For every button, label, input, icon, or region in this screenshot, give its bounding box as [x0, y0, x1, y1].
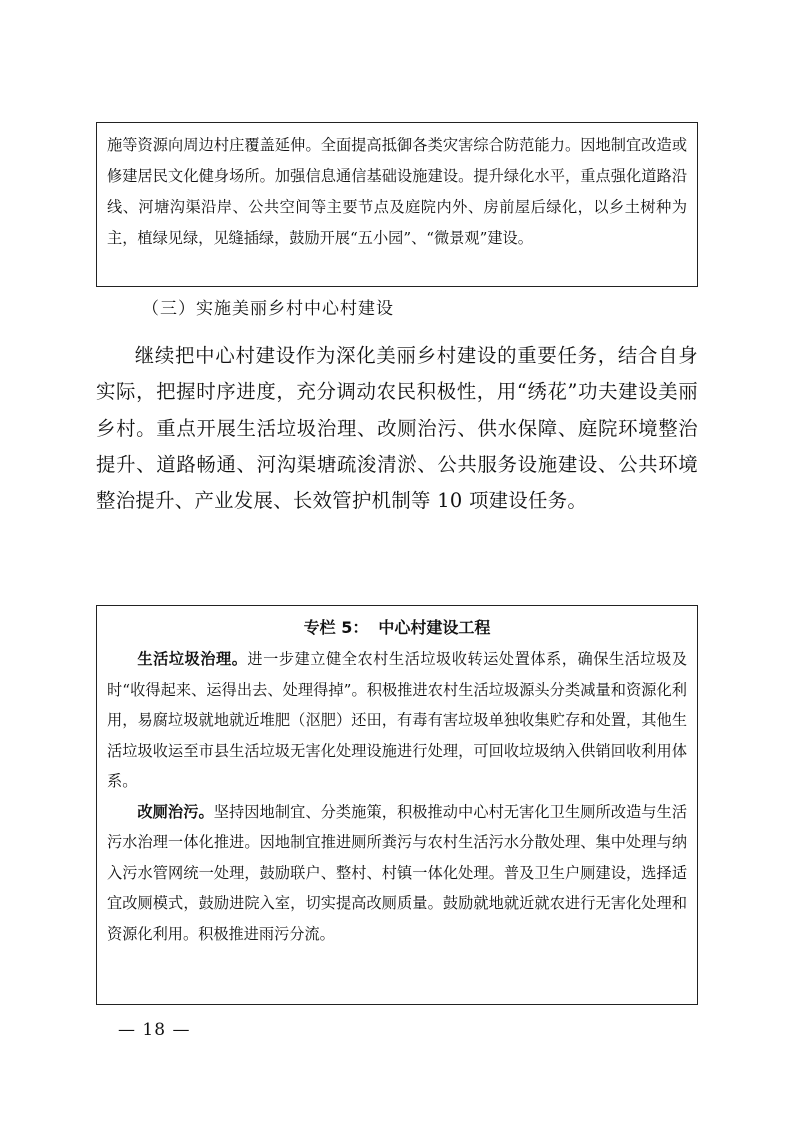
column-box-title	[107, 614, 687, 642]
column-item-text: 坚持因地制宜、分类施策，积极推动中心村无害化卫生厕所改造与生活污水治理一体化推进。因地制宜推进厕所粪污与农村生活污水分散处理、集中处理与纳入污水管网统一处理，鼓励联户、整村、村镇一体化处理。普及卫生户厕建设，选择适宜改厕模式，鼓励进院入室，切实提高改厕质量。鼓励就地就近就农进行无害化处理和资源化利用。积极推进雨污分流。	[107, 802, 688, 943]
continuation-paragraph: 施等资源向周边村庄覆盖延伸。全面提高抵御各类灾害综合防范能力。因地制宜改造或修建居民文化健身场所。加强信息通信基础设施建设。提升绿化水平，重点强化道路沿线、河塘沟渠沿岸、公共空间等主要节点及庭院内外、房前屋后绿化，以乡土树种为主，植绿见绿，见缝插绿，鼓励开展“五小园”、“微景观”建设。	[107, 136, 687, 247]
column-item-text: 进一步建立健全农村生活垃圾收转运处置体系，确保生活垃圾及时“收得起来、运得出去、处理得掉”。积极推进农村生活垃圾源头分类减量和资源化利用，易腐垃圾就地就近堆肥（沤肥）还田，有毒有害垃圾单独收集贮存和处置，其他生活垃圾收运至市县生活垃圾无害化处理设施进行处理，可回收垃圾纳入供销回收利用体系。	[107, 650, 688, 790]
column-item-garbage	[107, 644, 687, 797]
column-item-label: 生活垃圾治理。	[137, 650, 248, 668]
column-item-toilet	[107, 797, 687, 950]
column-box-title-name: 中心村建设工程	[378, 618, 491, 637]
section-paragraph: 继续把中心村建设作为深化美丽乡村建设的重要任务，结合自身实际，把握时序进度，充分调动农民积极性，用“绣花”功夫建设美丽乡村。重点开展生活垃圾治理、改厕治污、供水保障、庭院环境整治提升、道路畅通、河沟渠塘疏浚清淤、公共服务设施建设、公共环境整治提升、产业发展、长效管护机制等 10 项建设任务。	[96, 344, 698, 513]
column-box-central-village	[96, 605, 698, 1005]
column-item-label: 改厕治污。	[137, 802, 214, 821]
column-box-title-prefix: 专栏 5：	[303, 618, 369, 637]
page-number: — 18 —	[118, 1020, 191, 1040]
continuation-text-box	[96, 122, 698, 287]
section-heading: （三）实施美丽乡村中心村建设	[142, 299, 394, 319]
